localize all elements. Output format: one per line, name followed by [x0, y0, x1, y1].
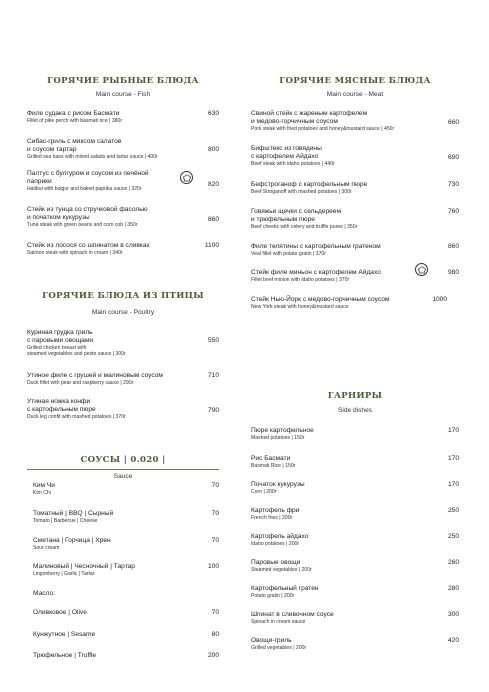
side-item — [251, 481, 459, 495]
sauce-desc: Sour cream — [33, 545, 60, 551]
side-name: Пюре картофельное — [251, 427, 314, 434]
sauces-section-title: СОУСЫ | 0.020 | — [80, 455, 166, 465]
side-item — [251, 507, 459, 521]
sauce-item — [33, 537, 219, 551]
dish-name: Стейк Нью-Йорк с медово-горчичным соусом — [251, 296, 390, 303]
dish-price: 690 — [447, 154, 459, 161]
dish-price: 1100 — [204, 242, 219, 249]
dish-price: 660 — [447, 119, 459, 126]
sides-section-subtitle: Side dishes — [337, 407, 373, 414]
side-name: Картофель айдахо — [251, 533, 309, 540]
sauce-item — [33, 631, 219, 639]
dish-price: 760 — [447, 208, 459, 215]
sauce-item — [33, 652, 219, 660]
sauce-desc: Lingonberry | Garlic | Tartar — [33, 571, 95, 577]
side-item — [251, 427, 459, 441]
sauce-price: 70 — [211, 609, 219, 616]
sauce-name: Трюфельное | Truffle — [33, 652, 97, 659]
dish-desc: Pork steak with fried potatoes and honey&mustard sauce | 450г — [251, 126, 395, 132]
sauce-price: 200 — [207, 652, 219, 659]
dish-desc: Fillet of pike perch with basmati rice | 380г — [27, 118, 123, 124]
dish-desc: Duck fillet with pear and raspberry sauce | 290г — [27, 380, 134, 386]
dish-price: 790 — [207, 407, 219, 414]
side-item — [251, 533, 459, 547]
side-name: Овощи-гриль — [251, 637, 292, 644]
meat-item — [251, 110, 459, 132]
sauce-price: 80 — [211, 631, 219, 638]
dish-desc: Halibut with bulgur and baked paprika sauce | 320г — [27, 186, 142, 192]
dish-name: Куриная грудка гриль с паровыми овощами — [27, 329, 94, 344]
dish-desc: New York steak with honey&mustard sauce — [251, 304, 349, 310]
sauce-name: Масло: — [33, 590, 55, 597]
sauce-price: 70 — [211, 482, 219, 489]
sauce-price: 70 — [211, 537, 219, 544]
meat-item — [251, 296, 459, 310]
dish-desc: Beef Stroganoff with mashed potatoes | 300г — [251, 189, 352, 195]
side-price: 170 — [447, 427, 459, 434]
dish-desc: Salmon steak with spinach in cream | 340г — [27, 250, 123, 256]
fish-item — [27, 242, 219, 256]
dish-name: Сибас-гриль с миксом салатов и соусом тартар — [27, 138, 122, 153]
dish-name: Стейк из лосося со шпинатом в сливках — [27, 242, 150, 249]
side-price: 170 — [447, 455, 459, 462]
meat-item — [251, 269, 459, 283]
poultry-section-title: ГОРЯЧИЕ БЛЮДА ИЗ ПТИЦЫ — [42, 291, 204, 301]
side-desc: Mashed potatoes | 150г — [251, 435, 305, 441]
sauce-name: Кунжутное | Sesame — [33, 631, 96, 638]
dish-price: 800 — [207, 146, 219, 153]
sauce-price: 100 — [207, 563, 219, 570]
dish-name: Стейк филе миньон с картофелем Айдахо — [251, 269, 381, 276]
side-name: Паровые овощи — [251, 559, 301, 566]
dish-desc: Grilled sea bass with mixed salads and tartar sauce | 400г — [27, 154, 158, 160]
side-price: 420 — [447, 637, 459, 644]
meat-item — [251, 181, 459, 195]
side-name: Шпинат в сливочном соусе — [251, 611, 334, 618]
side-desc: Spinach in cream sauce — [251, 619, 306, 625]
meat-item — [251, 145, 459, 167]
dish-name: Утиное филе с грушей и малиновым соусом — [27, 372, 163, 379]
dish-price: 820 — [207, 181, 219, 188]
side-price: 300 — [447, 611, 459, 618]
meat-item — [251, 208, 459, 230]
side-desc: Grilled vegetables | 200г — [251, 645, 307, 651]
side-desc: Basmati Rice | 150г — [251, 463, 296, 469]
sauces-section-subtitle: Sauce — [113, 473, 133, 480]
dish-name: Говяжьи щечки с сельдереем и трюфельным пюре — [251, 208, 341, 223]
dish-name: Стейк из тунца со стручковой фасолью и початком кукурузы — [27, 206, 148, 221]
side-item — [251, 559, 459, 573]
chef-hat-icon — [180, 171, 193, 184]
side-desc: Steamed vegetables | 200г — [251, 567, 312, 573]
dish-name: Филе телятины с картофельным гратеном — [251, 243, 381, 250]
dish-price: 710 — [207, 372, 219, 379]
side-name: Початок кукурузы — [251, 481, 305, 488]
side-price: 250 — [447, 533, 459, 540]
side-price: 170 — [447, 481, 459, 488]
sauce-name: Томатный | BBQ | Сырный — [33, 510, 114, 517]
side-price: 260 — [447, 559, 459, 566]
sauce-name: Малиновый | Чесночный | Тартар — [33, 563, 135, 570]
sauce-item — [33, 510, 219, 524]
dish-name: Бефстроганоф с картофельным пюре — [251, 181, 368, 188]
side-desc: Idaho potatoes | 200г — [251, 541, 300, 547]
fish-item — [27, 170, 219, 192]
side-item — [251, 637, 459, 651]
sauce-desc: Tomato | Barbecue | Cheese — [33, 518, 98, 524]
side-price: 250 — [447, 507, 459, 514]
dish-price: 860 — [447, 243, 459, 250]
dish-price: 1000 — [432, 296, 447, 303]
fish-section-title: ГОРЯЧИЕ РЫБНЫЕ БЛЮДА — [47, 76, 199, 86]
dish-desc: Tuna steak with green beans and corn cob | 350г — [27, 222, 138, 228]
side-item — [251, 455, 459, 469]
meat-item — [251, 243, 459, 257]
dish-price: 730 — [447, 181, 459, 188]
side-name: Картофель фри — [251, 507, 300, 514]
side-item — [251, 611, 459, 625]
meat-section-title: ГОРЯЧИЕ МЯСНЫЕ БЛЮДА — [279, 76, 431, 86]
dish-price: 550 — [207, 337, 219, 344]
side-item — [251, 585, 459, 599]
sauce-item — [33, 609, 219, 617]
sauce-item — [33, 590, 219, 598]
fish-section-subtitle: Main course - Fish — [95, 91, 151, 98]
sauce-price: 70 — [211, 510, 219, 517]
sauce-name: Оливковое | Olive — [33, 609, 87, 616]
sauce-name: Ким Чи — [33, 482, 55, 489]
dish-name: Бифштекс из говядины с картофелем Айдахо — [251, 145, 322, 160]
poultry-item — [27, 329, 219, 357]
fish-item — [27, 206, 219, 228]
side-desc: Corn | 200г — [251, 489, 277, 495]
dish-name: Утиная ножка конфи с картофельным пюре — [27, 398, 96, 413]
poultry-section-subtitle: Main course - Poultry — [91, 309, 155, 316]
dish-desc: Veal fillet with potato gratin | 370г — [251, 251, 327, 257]
fish-item — [27, 138, 219, 160]
poultry-item — [27, 372, 219, 386]
dish-name: Палтус с булгуром и соусом из печёной паприки — [27, 170, 149, 185]
side-price: 280 — [447, 585, 459, 592]
sauce-item — [33, 563, 219, 577]
dish-desc: Beef cheeks with celery and truffle puree | 350г — [251, 224, 358, 230]
dish-desc: Duck leg confit with mashed potatoes | 370г — [27, 414, 126, 420]
sauce-item — [33, 482, 219, 496]
sauce-name: Сметана | Горчица | Хрен — [33, 537, 111, 544]
side-desc: French fries | 200г — [251, 515, 293, 521]
dish-desc: Grilled chicken breast with steamed vegetables and pesto sauce | 300г — [27, 345, 126, 358]
side-name: Картофельный гратен — [251, 585, 319, 592]
dish-desc: Beef steak with idaho potatoes | 440г — [251, 161, 335, 167]
dish-name: Филе судака с рисом Басмати — [27, 110, 120, 117]
side-desc: Potato gratin | 200г — [251, 593, 295, 599]
poultry-item — [27, 398, 219, 420]
side-name: Рис Басмати — [251, 455, 291, 462]
sauce-desc: Kim Chi — [33, 490, 51, 496]
dish-price: 630 — [207, 110, 219, 117]
dish-name: Свиной стейк с жареным картофелем и медово-горчичным соусом — [251, 110, 368, 125]
fish-item — [27, 110, 219, 124]
dish-desc: Fillet beef minion with idaho potatoes | 370г — [251, 277, 350, 283]
dish-price: 860 — [207, 216, 219, 223]
chef-hat-icon — [415, 263, 428, 276]
sauces-divider — [27, 469, 219, 470]
meat-section-subtitle: Main course - Meat — [326, 91, 384, 98]
sides-section-title: ГАРНИРЫ — [327, 391, 383, 401]
dish-price: 980 — [447, 269, 459, 276]
